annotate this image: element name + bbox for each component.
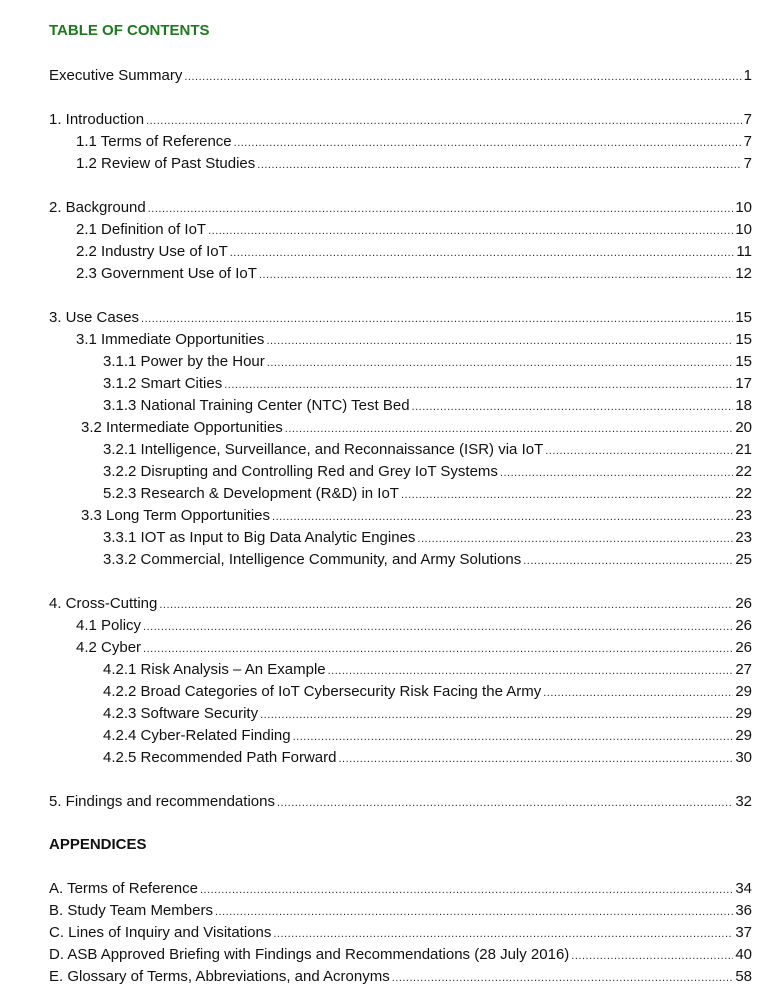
appendix-entry-page: 34 bbox=[735, 880, 752, 897]
toc-entry-5[interactable] bbox=[49, 792, 752, 813]
dot-leader bbox=[273, 924, 733, 944]
toc-entry-page: 7 bbox=[743, 155, 752, 172]
toc-entry-label: 3.3 Long Term Opportunities bbox=[81, 507, 271, 524]
toc-entry-page: 12 bbox=[735, 265, 752, 282]
toc-entry-2-3[interactable] bbox=[76, 264, 752, 285]
toc-entry-3[interactable] bbox=[49, 308, 752, 329]
toc-entry-page: 25 bbox=[735, 551, 752, 568]
toc-entry-page: 29 bbox=[735, 705, 752, 722]
toc-entry-page: 10 bbox=[735, 221, 752, 238]
dot-leader bbox=[272, 507, 733, 527]
toc-entry-page: 18 bbox=[735, 397, 752, 414]
toc-entry-page: 23 bbox=[735, 529, 752, 546]
toc-entry-page: 32 bbox=[735, 793, 752, 810]
dot-leader bbox=[148, 199, 734, 219]
toc-entry-label: 2.3 Government Use of IoT bbox=[76, 265, 257, 282]
dot-leader bbox=[417, 529, 733, 549]
dot-leader bbox=[523, 551, 733, 571]
toc-entry-label: 3.2.2 Disrupting and Controlling Red and Grey IoT Systems bbox=[103, 463, 498, 480]
toc-entry-3-1[interactable] bbox=[76, 330, 752, 351]
toc-entry-2[interactable] bbox=[49, 198, 752, 219]
dot-leader bbox=[230, 243, 735, 263]
toc-entry-1-1[interactable] bbox=[76, 132, 752, 153]
toc-entry-4-2[interactable] bbox=[76, 638, 752, 659]
dot-leader bbox=[500, 463, 733, 483]
toc-entry-4-2-3[interactable] bbox=[103, 704, 752, 725]
toc-entry-page: 15 bbox=[735, 353, 752, 370]
toc-entry-page: 15 bbox=[735, 331, 752, 348]
toc-entry-page: 26 bbox=[735, 639, 752, 656]
toc-entry-page: 17 bbox=[735, 375, 752, 392]
toc-entry-page: 29 bbox=[735, 727, 752, 744]
dot-leader bbox=[259, 265, 733, 285]
dot-leader bbox=[215, 902, 733, 922]
appendix-entry-c[interactable] bbox=[49, 923, 752, 944]
toc-entry-4-2-5[interactable] bbox=[103, 748, 752, 769]
toc-entry-label: 3.2 Intermediate Opportunities bbox=[81, 419, 283, 436]
toc-entry-label: 4.2.2 Broad Categories of IoT Cybersecurity Risk Facing the Army bbox=[103, 683, 542, 700]
toc-entry-label: 5.2.3 Research & Development (R&D) in IoT bbox=[103, 485, 399, 502]
toc-entry-label: 3.2.1 Intelligence, Surveillance, and Reconnaissance (ISR) via IoT bbox=[103, 441, 544, 458]
dot-leader bbox=[184, 67, 741, 87]
toc-entry-page: 7 bbox=[743, 133, 752, 150]
appendix-entry-e[interactable] bbox=[49, 967, 752, 988]
dot-leader bbox=[266, 331, 733, 351]
appendix-entry-page: 36 bbox=[735, 902, 752, 919]
toc-entry-label: 5. Findings and recommendations bbox=[49, 793, 275, 810]
toc-entry-label: 3.3.2 Commercial, Intelligence Community, and Army Solutions bbox=[103, 551, 522, 568]
toc-entry-page: 30 bbox=[735, 749, 752, 766]
appendix-entry-page: 37 bbox=[735, 924, 752, 941]
toc-entry-label: 3.1.3 National Training Center (NTC) Test Bed bbox=[103, 397, 410, 414]
dot-leader bbox=[293, 727, 734, 747]
toc-entry-4[interactable] bbox=[49, 594, 752, 615]
dot-leader bbox=[401, 485, 733, 505]
toc-entry-label: 4.2.4 Cyber-Related Finding bbox=[103, 727, 291, 744]
toc-entry-page: 15 bbox=[735, 309, 752, 326]
dot-leader bbox=[285, 419, 734, 439]
appendix-entry-label: C. Lines of Inquiry and Visitations bbox=[49, 924, 272, 941]
toc-entry-label: 3.1 Immediate Opportunities bbox=[76, 331, 265, 348]
dot-leader bbox=[571, 946, 733, 966]
toc-entry-5-2-3[interactable] bbox=[103, 484, 752, 505]
toc-entry-4-2-4[interactable] bbox=[103, 726, 752, 747]
toc-entry-label: 4.1 Policy bbox=[76, 617, 142, 634]
toc-entry-page: 10 bbox=[735, 199, 752, 216]
toc-entry-page: 26 bbox=[735, 617, 752, 634]
toc-entry-3-1-2[interactable] bbox=[103, 374, 752, 395]
toc-entry-label: 2.1 Definition of IoT bbox=[76, 221, 207, 238]
toc-entry-page: 1 bbox=[743, 67, 752, 84]
toc-entry-label: 4.2.1 Risk Analysis – An Example bbox=[103, 661, 326, 678]
dot-leader bbox=[545, 441, 733, 461]
toc-entry-label: 4.2.5 Recommended Path Forward bbox=[103, 749, 337, 766]
appendix-entry-label: B. Study Team Members bbox=[49, 902, 213, 919]
dot-leader bbox=[146, 111, 742, 131]
toc-entry-4-2-2[interactable] bbox=[103, 682, 752, 703]
dot-leader bbox=[208, 221, 733, 241]
dot-leader bbox=[543, 683, 733, 703]
toc-entry-3-3-1[interactable] bbox=[103, 528, 752, 549]
toc-entry-executive-summary[interactable] bbox=[49, 66, 752, 87]
dot-leader bbox=[143, 617, 733, 637]
toc-entry-3-2-2[interactable] bbox=[103, 462, 752, 483]
appendix-entry-page: 40 bbox=[735, 946, 752, 963]
toc-entry-label: 3.3.1 IOT as Input to Big Data Analytic Engines bbox=[103, 529, 416, 546]
dot-leader bbox=[412, 397, 734, 417]
toc-entry-3-2[interactable] bbox=[81, 418, 752, 439]
toc-entry-3-1-1[interactable] bbox=[103, 352, 752, 373]
dot-leader bbox=[224, 375, 733, 395]
toc-entry-1[interactable] bbox=[49, 110, 752, 131]
dot-leader bbox=[338, 749, 733, 769]
appendix-entry-label: D. ASB Approved Briefing with Findings and Recommendations (28 July 2016) bbox=[49, 946, 570, 963]
appendix-entry-page: 58 bbox=[735, 968, 752, 985]
dot-leader bbox=[200, 880, 733, 900]
dot-leader bbox=[277, 793, 733, 813]
dot-leader bbox=[234, 133, 742, 153]
toc-entry-page: 21 bbox=[735, 441, 752, 458]
toc-entry-label: 4.2 Cyber bbox=[76, 639, 142, 656]
toc-entry-3-3-2[interactable] bbox=[103, 550, 752, 571]
toc-entry-label: 3. Use Cases bbox=[49, 309, 140, 326]
toc-entry-label: 1.1 Terms of Reference bbox=[76, 133, 232, 150]
appendix-entry-label: E. Glossary of Terms, Abbreviations, and Acronyms bbox=[49, 968, 390, 985]
dot-leader bbox=[141, 309, 733, 329]
toc-entry-label: 3.1.1 Power by the Hour bbox=[103, 353, 265, 370]
dot-leader bbox=[267, 353, 734, 373]
toc-entry-label: 1. Introduction bbox=[49, 111, 145, 128]
appendices-heading: APPENDICES bbox=[49, 836, 147, 853]
toc-entry-1-2[interactable] bbox=[76, 154, 752, 175]
toc-entry-label: 1.2 Review of Past Studies bbox=[76, 155, 256, 172]
toc-entry-page: 20 bbox=[735, 419, 752, 436]
toc-entry-2-1[interactable] bbox=[76, 220, 752, 241]
dot-leader bbox=[392, 968, 734, 988]
toc-entry-label: 4. Cross-Cutting bbox=[49, 595, 158, 612]
toc-entry-page: 29 bbox=[735, 683, 752, 700]
toc-entry-page: 22 bbox=[735, 485, 752, 502]
toc-entry-4-1[interactable] bbox=[76, 616, 752, 637]
toc-entry-4-2-1[interactable] bbox=[103, 660, 752, 681]
toc-entry-label: 2. Background bbox=[49, 199, 146, 216]
toc-entry-page: 11 bbox=[736, 243, 752, 260]
appendix-entry-d[interactable] bbox=[49, 945, 752, 966]
toc-entry-3-1-3[interactable] bbox=[103, 396, 752, 417]
toc-entry-2-2[interactable] bbox=[76, 242, 752, 263]
dot-leader bbox=[257, 155, 741, 175]
appendix-entry-a[interactable] bbox=[49, 879, 752, 900]
toc-entry-label: 4.2.3 Software Security bbox=[103, 705, 259, 722]
toc-entry-3-2-1[interactable] bbox=[103, 440, 752, 461]
dot-leader bbox=[159, 595, 733, 615]
dot-leader bbox=[328, 661, 734, 681]
dot-leader bbox=[260, 705, 733, 725]
toc-entry-label: 3.1.2 Smart Cities bbox=[103, 375, 223, 392]
appendix-entry-b[interactable] bbox=[49, 901, 752, 922]
toc-entry-page: 7 bbox=[743, 111, 752, 128]
toc-entry-page: 26 bbox=[735, 595, 752, 612]
toc-entry-page: 22 bbox=[735, 463, 752, 480]
toc-entry-label: Executive Summary bbox=[49, 67, 183, 84]
toc-entry-page: 23 bbox=[735, 507, 752, 524]
toc-entry-3-3[interactable] bbox=[81, 506, 752, 527]
toc-entry-page: 27 bbox=[735, 661, 752, 678]
toc-heading: TABLE OF CONTENTS bbox=[49, 22, 210, 39]
dot-leader bbox=[143, 639, 733, 659]
toc-entry-label: 2.2 Industry Use of IoT bbox=[76, 243, 228, 260]
appendix-entry-label: A. Terms of Reference bbox=[49, 880, 198, 897]
